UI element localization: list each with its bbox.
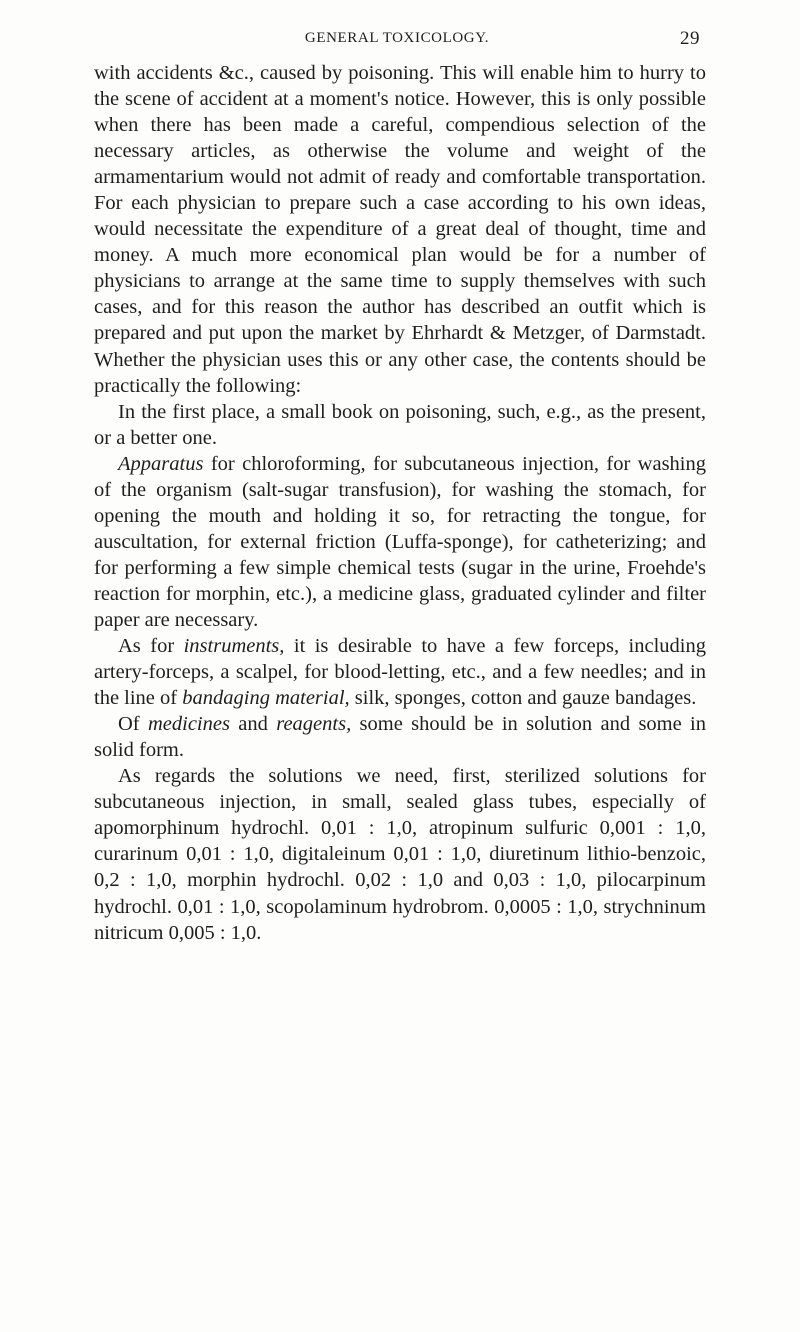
apparatus-text: for chloroforming, for subcutaneous injection, for washing of the organism (salt-sugar transfusion), for washing the stomach, for opening the mouth and holding it so, for retracting the tongue, for auscultation, for external friction (Luffa-sponge), for catheterizing; and for performing a few simple chemical tests (sugar in the urine, Froehde's reaction for morphin, etc.), a medicine glass, graduated cylinder and filter paper are necessary.: [94, 452, 706, 631]
medicines-lead: Of: [118, 713, 148, 736]
paragraph-instruments: [94, 633, 706, 711]
medicines-and: and: [229, 713, 277, 736]
bandaging-term: bandaging material,: [182, 687, 350, 710]
running-head: [94, 30, 700, 56]
bandaging-text: silk, sponges, cotton and gauze bandages.: [349, 687, 697, 710]
paragraph-apparatus: [94, 451, 706, 633]
medicines-term: medicines: [147, 713, 230, 736]
page-number: 29: [680, 28, 700, 49]
instruments-lead: As for: [118, 635, 184, 658]
instruments-text: it is desirable to have a few forceps, including artery-forceps, a scalpel, for blood-letting, etc., and a few needles; and in the line of: [94, 635, 706, 710]
reagents-term: reagents,: [276, 713, 352, 736]
body-text: [94, 60, 706, 946]
paragraph-medicines: [94, 711, 706, 763]
running-title: GENERAL TOXICOLOGY.: [304, 30, 490, 46]
paragraph-accidents: with accidents &c., caused by poisoning. This will enable him to hurry to the scene of accident at a moment's notice. However, this is only possible when there has been made a careful, compendious selection of the necessary articles, as otherwise the volume and weight of the armamentarium would not admit of ready and comfortable transportation. For each physician to prepare such a case according to his own ideas, would necessitate the expenditure of a great deal of thought, time and money. A much more economical plan would be for a number of physicians to arrange at the same time to supply themselves with such cases, and for this reason the author has described an outfit which is prepared and put upon the market by Ehrhardt & Metzger, of Darmstadt. Whether the physician uses this or any other case, the contents should be practically the following:: [94, 62, 706, 397]
paragraph-small-book: In the first place, a small book on poisoning, such, e.g., as the present, or a better one.: [94, 400, 706, 449]
medicines-text: some should be in solution and some in solid form.: [94, 713, 706, 762]
instruments-term: instruments,: [183, 635, 285, 658]
apparatus-term: Apparatus: [118, 452, 204, 475]
paragraph-solutions: As regards the solutions we need, first, sterilized solutions for subcutaneous injection, in small, sealed glass tubes, especially of apomorphinum hydrochl. 0,01 : 1,0, atropinum sulfuric 0,001 : 1,0, curarinum 0,01 : 1,0, digitaleinum 0,01 : 1,0, diuretinum lithio-benzoic, 0,2 : 1,0, morphin hydrochl. 0,02 : 1,0 and 0,03 : 1,0, pilocarpinum hydrochl. 0,01 : 1,0, scopolaminum hydrobrom. 0,0005 : 1,0, strychninum nitricum 0,005 : 1,0.: [94, 765, 706, 944]
